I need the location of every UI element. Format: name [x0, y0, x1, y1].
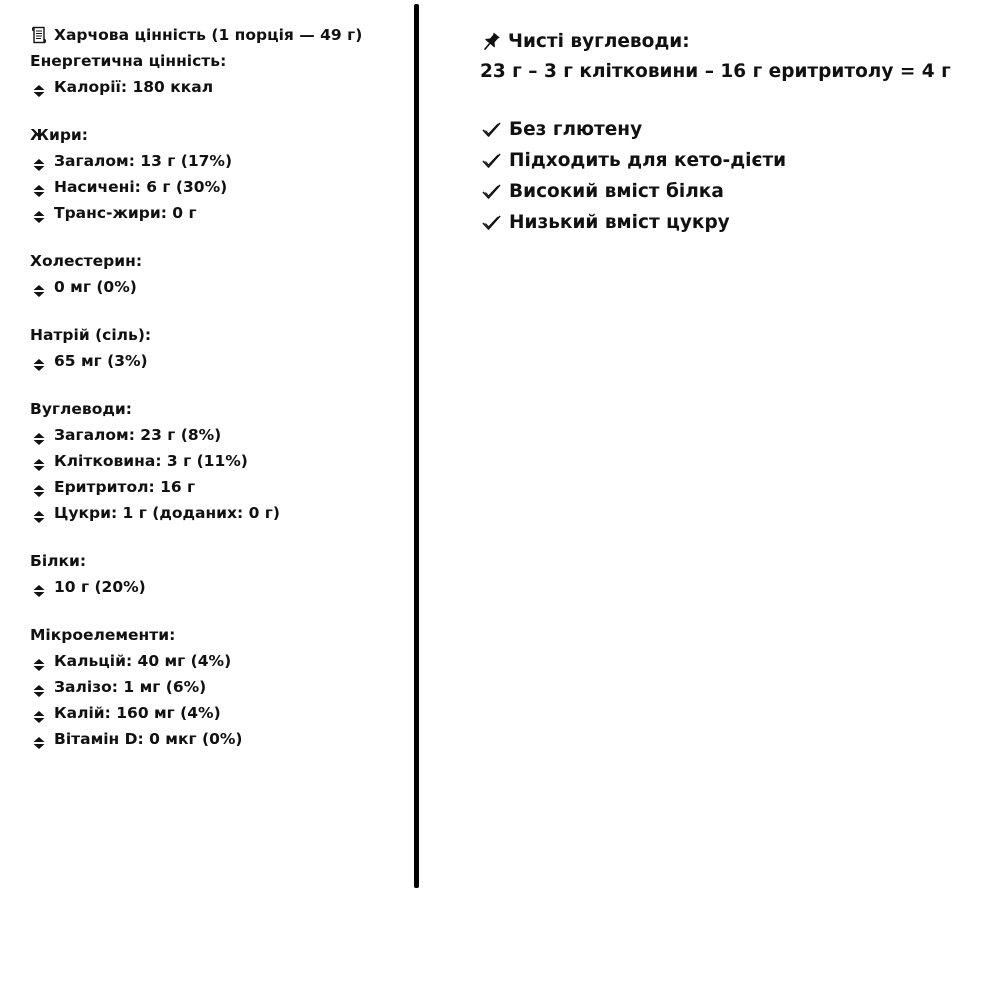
feature-label: Підходить для кето-дієти	[509, 149, 787, 171]
section-title: Вуглеводи:	[30, 400, 132, 418]
nutrient-item	[30, 274, 405, 300]
section-title: Натрій (сіль):	[30, 326, 152, 344]
nutrient-value: Насичені: 6 г (30%)	[54, 178, 228, 196]
section-title: Холестерин:	[30, 252, 143, 270]
nutrient-value: Загалом: 13 г (17%)	[54, 152, 233, 170]
checkmark-icon	[480, 150, 502, 172]
nutrition-section	[30, 396, 405, 526]
feature-item	[480, 114, 980, 145]
nutrition-section	[30, 122, 405, 226]
diamond-bullet-icon	[32, 506, 46, 520]
feature-item	[480, 145, 980, 176]
checkmark-icon	[480, 212, 502, 234]
nutrient-value: Калорії: 180 ккал	[54, 78, 214, 96]
diamond-bullet-icon	[32, 206, 46, 220]
feature-label: Високий вміст білка	[509, 180, 724, 202]
feature-item	[480, 176, 980, 207]
nutrient-value: Загалом: 23 г (8%)	[54, 426, 222, 444]
feature-label: Низький вміст цукру	[509, 211, 730, 233]
nutrient-item	[30, 174, 405, 200]
scroll-icon	[32, 26, 46, 44]
diamond-bullet-icon	[32, 654, 46, 668]
summary-panel	[480, 28, 980, 238]
nutrient-value: Клітковина: 3 г (11%)	[54, 452, 248, 470]
diamond-bullet-icon	[32, 454, 46, 468]
diamond-bullet-icon	[32, 428, 46, 442]
nutrient-value: Залізо: 1 мг (6%)	[54, 678, 207, 696]
nutrient-value: 65 мг (3%)	[54, 352, 148, 370]
nutrient-item	[30, 500, 405, 526]
nutrient-value: Калій: 160 мг (4%)	[54, 704, 221, 722]
nutrient-value: Еритритол: 16 г	[54, 478, 196, 496]
diamond-bullet-icon	[32, 480, 46, 494]
section-title: Жири:	[30, 126, 88, 144]
diamond-bullet-icon	[32, 280, 46, 294]
checkmark-icon	[480, 181, 502, 203]
nutrient-item	[30, 422, 405, 448]
nutrient-value: Транс-жири: 0 г	[54, 204, 197, 222]
nutrient-value: 0 мг (0%)	[54, 278, 137, 296]
nutrition-section	[30, 548, 405, 600]
diamond-bullet-icon	[32, 580, 46, 594]
nutrient-value: Вітамін D: 0 мкг (0%)	[54, 730, 243, 748]
nutrition-section	[30, 248, 405, 300]
diamond-bullet-icon	[32, 680, 46, 694]
nutrient-value: Кальцій: 40 мг (4%)	[54, 652, 232, 670]
nutrient-item	[30, 348, 405, 374]
feature-item	[480, 207, 980, 238]
nutrition-sections	[30, 48, 405, 752]
checkmark-icon	[480, 119, 502, 141]
net-carbs-heading	[480, 28, 980, 56]
feature-label: Без глютену	[509, 118, 643, 140]
diamond-bullet-icon	[32, 706, 46, 720]
nutrient-item	[30, 448, 405, 474]
section-title: Енергетична цінність:	[30, 52, 227, 70]
nutrient-item	[30, 200, 405, 226]
diamond-bullet-icon	[32, 80, 46, 94]
section-title: Білки:	[30, 552, 87, 570]
nutrient-item	[30, 574, 405, 600]
feature-list	[480, 114, 980, 238]
diamond-bullet-icon	[32, 154, 46, 168]
nutrition-header	[30, 22, 405, 48]
nutrient-item	[30, 648, 405, 674]
nutrient-item	[30, 674, 405, 700]
nutrition-title: Харчова цінність (1 порція — 49 г)	[54, 26, 363, 44]
nutrient-item	[30, 474, 405, 500]
nutrient-item	[30, 700, 405, 726]
nutrition-section	[30, 322, 405, 374]
diamond-bullet-icon	[32, 732, 46, 746]
nutrition-section	[30, 48, 405, 100]
net-carbs-formula: 23 г – 3 г клітковини – 16 г еритритолу = 4 г	[480, 61, 951, 82]
nutrient-value: 10 г (20%)	[54, 578, 146, 596]
nutrient-item	[30, 74, 405, 100]
diamond-bullet-icon	[32, 180, 46, 194]
vertical-divider	[414, 4, 419, 888]
nutrition-facts-panel	[30, 22, 405, 752]
nutrient-value: Цукри: 1 г (доданих: 0 г)	[54, 504, 280, 522]
nutrient-item	[30, 726, 405, 752]
diamond-bullet-icon	[32, 354, 46, 368]
nutrient-item	[30, 148, 405, 174]
net-carbs-title: Чисті вуглеводи:	[508, 31, 690, 52]
pushpin-icon	[480, 31, 502, 53]
nutrition-section	[30, 622, 405, 752]
section-title: Мікроелементи:	[30, 626, 176, 644]
